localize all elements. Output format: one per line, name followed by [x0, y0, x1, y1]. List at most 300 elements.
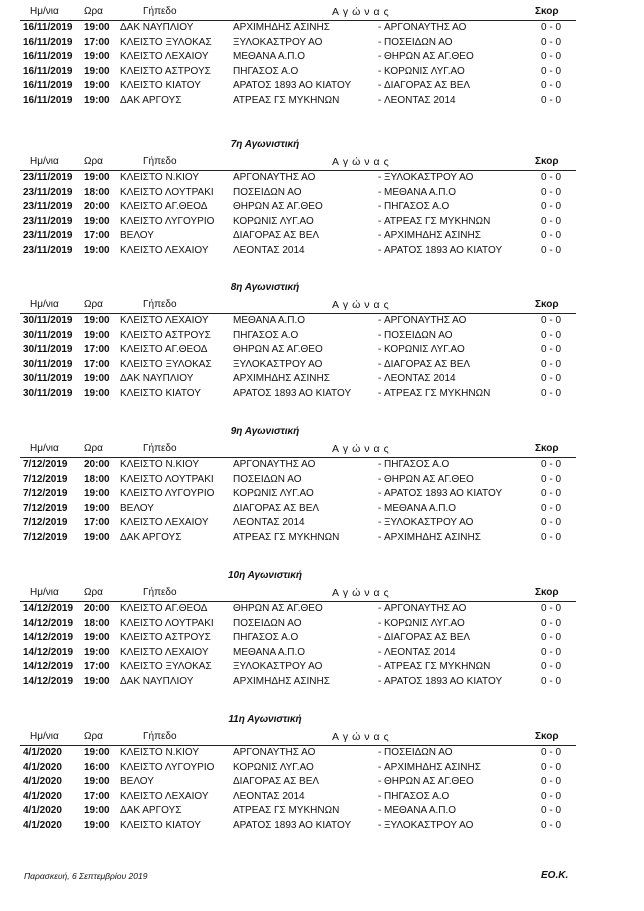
round-title: 7η Αγωνιστική	[230, 139, 300, 150]
match-home-team: ΔΙΑΓΟΡΑΣ ΑΣ ΒΕΛ	[233, 230, 320, 242]
match-score: 0 - 0	[541, 459, 562, 470]
match-home-team: ΑΡΓΟΝΑΥΤΗΣ ΑΟ	[233, 459, 316, 470]
match-away-team: ΞΥΛΟΚΑΣΤΡΟΥ ΑΟ	[384, 819, 474, 831]
match-date: 4/1/2020	[23, 747, 62, 758]
header-time: Ωρα	[84, 6, 103, 17]
match-venue: ΚΛΕΙΣΤΟ ΑΣΤΡΟΥΣ	[120, 632, 211, 644]
vs-dash: -	[378, 201, 382, 213]
table-row	[0, 186, 644, 201]
match-venue: ΔΑΚ ΝΑΥΠΛΙΟΥ	[120, 675, 194, 687]
match-time: 19:00	[84, 373, 110, 385]
table-row	[0, 21, 644, 36]
vs-dash: -	[378, 230, 382, 242]
match-date: 14/12/2019	[23, 661, 74, 673]
header-venue: Γήπεδο	[143, 6, 177, 17]
match-venue: ΚΛΕΙΣΤΟ ΛΟΥΤΡΑΚΙ	[120, 617, 214, 629]
table-row	[0, 314, 644, 329]
match-home-team: ΑΡΧΙΜΗΔΗΣ ΑΣΙΝΗΣ	[233, 675, 330, 687]
match-rows	[0, 458, 644, 546]
vs-dash: -	[378, 172, 382, 183]
match-date: 14/12/2019	[23, 603, 74, 614]
match-date: 4/1/2020	[23, 790, 62, 802]
vs-dash: -	[378, 646, 382, 658]
match-away-team: ΜΕΘΑΝΑ Α.Π.Ο	[384, 186, 457, 198]
header-match: Αγώνας	[332, 6, 393, 18]
table-row	[0, 675, 644, 690]
table-row	[0, 617, 644, 632]
match-home-team: ΑΤΡΕΑΣ ΓΣ ΜΥΚΗΝΩΝ	[233, 94, 340, 106]
match-away-team: ΜΕΘΑΝΑ Α.Π.Ο	[384, 502, 457, 514]
match-score: 0 - 0	[541, 603, 562, 614]
match-score: 0 - 0	[541, 805, 562, 817]
match-home-team: ΠΟΣΕΙΔΩΝ ΑΟ	[233, 186, 302, 198]
vs-dash: -	[378, 36, 382, 48]
match-rows	[0, 602, 644, 690]
match-rows	[0, 746, 644, 834]
match-venue: ΚΛΕΙΣΤΟ ΑΣΤΡΟΥΣ	[120, 329, 211, 341]
match-time: 17:00	[84, 661, 110, 673]
header-score: Σκορ	[535, 156, 559, 167]
round-title: 11η Αγωνιστική	[228, 714, 302, 725]
match-home-team: ΘΗΡΩΝ ΑΣ ΑΓ.ΘΕΟ	[233, 344, 323, 356]
match-home-team: ΚΟΡΩΝΙΣ ΛΥΓ.ΑΟ	[233, 215, 314, 227]
match-away-team: ΑΡΧΙΜΗΔΗΣ ΑΣΙΝΗΣ	[384, 531, 481, 543]
header-score: Σκορ	[535, 6, 559, 17]
table-header	[0, 6, 644, 20]
footer-org: ΕΟ.Κ.	[541, 870, 569, 881]
header-score: Σκορ	[535, 731, 559, 742]
match-home-team: ΔΙΑΓΟΡΑΣ ΑΣ ΒΕΛ	[233, 776, 320, 788]
match-score: 0 - 0	[541, 51, 562, 63]
match-score: 0 - 0	[541, 329, 562, 341]
table-row	[0, 502, 644, 517]
table-row	[0, 761, 644, 776]
match-date: 16/11/2019	[23, 36, 73, 48]
match-home-team: ΑΡΓΟΝΑΥΤΗΣ ΑΟ	[233, 747, 316, 758]
header-score: Σκορ	[535, 299, 559, 310]
match-date: 4/1/2020	[23, 805, 62, 817]
match-date: 16/11/2019	[23, 94, 73, 106]
table-header	[0, 587, 644, 601]
match-time: 20:00	[84, 603, 110, 614]
match-away-team: ΚΟΡΩΝΙΣ ΛΥΓ.ΑΟ	[384, 617, 465, 629]
match-date: 23/11/2019	[23, 215, 73, 227]
table-row	[0, 200, 644, 215]
round-title: 8η Αγωνιστική	[230, 282, 300, 293]
match-venue: ΔΑΚ ΑΡΓΟΥΣ	[120, 805, 182, 817]
match-venue: ΚΛΕΙΣΤΟ ΚΙΑΤΟΥ	[120, 819, 201, 831]
match-home-team: ΔΙΑΓΟΡΑΣ ΑΣ ΒΕΛ	[233, 502, 320, 514]
match-time: 19:00	[84, 502, 110, 514]
match-score: 0 - 0	[541, 617, 562, 629]
match-score: 0 - 0	[541, 517, 562, 529]
match-time: 19:00	[84, 531, 110, 543]
match-away-team: ΠΗΓΑΣΟΣ Α.Ο	[384, 201, 450, 213]
header-score: Σκορ	[535, 587, 559, 598]
table-row	[0, 531, 644, 546]
match-date: 14/12/2019	[23, 617, 74, 629]
vs-dash: -	[378, 329, 382, 341]
header-venue: Γήπεδο	[143, 443, 177, 454]
header-match: Αγώνας	[332, 587, 393, 599]
vs-dash: -	[378, 358, 382, 370]
match-away-team: ΠΗΓΑΣΟΣ Α.Ο	[384, 790, 450, 802]
match-venue: ΚΛΕΙΣΤΟ ΛΥΓΟΥΡΙΟ	[120, 761, 215, 773]
match-score: 0 - 0	[541, 819, 562, 831]
table-row	[0, 746, 644, 761]
match-home-team: ΑΤΡΕΑΣ ΓΣ ΜΥΚΗΝΩΝ	[233, 805, 340, 817]
vs-dash: -	[378, 517, 382, 529]
table-row	[0, 358, 644, 373]
table-row	[0, 790, 644, 805]
header-time: Ωρα	[84, 731, 103, 742]
table-row	[0, 343, 644, 358]
match-venue: ΔΑΚ ΑΡΓΟΥΣ	[120, 94, 182, 106]
match-time: 17:00	[84, 230, 110, 242]
match-date: 23/11/2019	[23, 230, 73, 242]
match-score: 0 - 0	[541, 201, 562, 213]
vs-dash: -	[378, 473, 382, 485]
match-date: 30/11/2019	[23, 387, 73, 399]
match-venue: ΚΛΕΙΣΤΟ ΑΓ.ΘΕΟΔ	[120, 603, 208, 614]
match-venue: ΒΕΛΟΥ	[120, 776, 154, 788]
table-row	[0, 79, 644, 94]
match-score: 0 - 0	[541, 747, 562, 758]
match-score: 0 - 0	[541, 94, 562, 106]
match-away-team: ΑΡΑΤΟΣ 1893 ΑΟ ΚΙΑΤΟΥ	[384, 675, 503, 687]
match-away-team: ΑΡΓΟΝΑΥΤΗΣ ΑΟ	[384, 315, 467, 326]
match-date: 14/12/2019	[23, 646, 74, 658]
table-row	[0, 516, 644, 531]
vs-dash: -	[378, 790, 382, 802]
match-away-team: ΛΕΟΝΤΑΣ 2014	[384, 646, 456, 658]
match-away-team: ΔΙΑΓΟΡΑΣ ΑΣ ΒΕΛ	[384, 80, 471, 92]
match-time: 17:00	[84, 517, 110, 529]
match-home-team: ΑΡΑΤΟΣ 1893 ΑΟ ΚΙΑΤΟΥ	[233, 387, 352, 399]
match-time: 19:00	[84, 675, 110, 687]
match-score: 0 - 0	[541, 473, 562, 485]
match-venue: ΚΛΕΙΣΤΟ ΑΓ.ΘΕΟΔ	[120, 201, 208, 213]
header-match: Αγώνας	[332, 731, 393, 743]
match-venue: ΔΑΚ ΝΑΥΠΛΙΟΥ	[120, 22, 194, 33]
match-away-team: ΚΟΡΩΝΙΣ ΛΥΓ.ΑΟ	[384, 65, 465, 77]
table-row	[0, 775, 644, 790]
match-venue: ΚΛΕΙΣΤΟ Ν.ΚΙΟΥ	[120, 459, 200, 470]
match-score: 0 - 0	[541, 373, 562, 385]
match-away-team: ΘΗΡΩΝ ΑΣ ΑΓ.ΘΕΟ	[384, 473, 474, 485]
match-away-team: ΑΡΧΙΜΗΔΗΣ ΑΣΙΝΗΣ	[384, 761, 481, 773]
header-date: Ημ/νια	[30, 443, 59, 454]
match-venue: ΚΛΕΙΣΤΟ ΑΓ.ΘΕΟΔ	[120, 344, 208, 356]
table-row	[0, 804, 644, 819]
match-away-team: ΑΡΧΙΜΗΔΗΣ ΑΣΙΝΗΣ	[384, 230, 481, 242]
match-away-team: ΞΥΛΟΚΑΣΤΡΟΥ ΑΟ	[384, 517, 474, 529]
match-time: 17:00	[84, 790, 110, 802]
header-date: Ημ/νια	[30, 731, 59, 742]
header-date: Ημ/νια	[30, 587, 59, 598]
match-away-team: ΑΡΑΤΟΣ 1893 ΑΟ ΚΙΑΤΟΥ	[384, 488, 503, 500]
header-time: Ωρα	[84, 299, 103, 310]
match-rows	[0, 21, 644, 109]
match-score: 0 - 0	[541, 80, 562, 92]
match-venue: ΚΛΕΙΣΤΟ ΛΟΥΤΡΑΚΙ	[120, 186, 214, 198]
match-date: 4/1/2020	[23, 761, 62, 773]
match-home-team: ΠΟΣΕΙΔΩΝ ΑΟ	[233, 473, 302, 485]
match-score: 0 - 0	[541, 632, 562, 644]
round-title: 9η Αγωνιστική	[230, 426, 300, 437]
table-row	[0, 819, 644, 834]
vs-dash: -	[378, 776, 382, 788]
match-away-team: ΜΕΘΑΝΑ Α.Π.Ο	[384, 805, 457, 817]
match-date: 4/1/2020	[23, 819, 62, 831]
match-score: 0 - 0	[541, 65, 562, 77]
header-venue: Γήπεδο	[143, 156, 177, 167]
match-score: 0 - 0	[541, 531, 562, 543]
match-date: 30/11/2019	[23, 329, 73, 341]
match-away-team: ΑΤΡΕΑΣ ΓΣ ΜΥΚΗΝΩΝ	[384, 387, 491, 399]
match-time: 19:00	[84, 387, 110, 399]
table-row	[0, 244, 644, 259]
match-home-team: ΠΟΣΕΙΔΩΝ ΑΟ	[233, 617, 302, 629]
header-time: Ωρα	[84, 587, 103, 598]
header-date: Ημ/νια	[30, 156, 59, 167]
vs-dash: -	[378, 65, 382, 77]
vs-dash: -	[378, 805, 382, 817]
match-venue: ΒΕΛΟΥ	[120, 230, 154, 242]
match-home-team: ΠΗΓΑΣΟΣ Α.Ο	[233, 632, 299, 644]
match-rows	[0, 171, 644, 259]
match-venue: ΚΛΕΙΣΤΟ Ν.ΚΙΟΥ	[120, 747, 200, 758]
match-date: 14/12/2019	[23, 632, 74, 644]
match-score: 0 - 0	[541, 761, 562, 773]
vs-dash: -	[378, 215, 382, 227]
match-time: 19:00	[84, 94, 110, 106]
table-row	[0, 94, 644, 109]
vs-dash: -	[378, 80, 382, 92]
match-home-team: ΜΕΘΑΝΑ Α.Π.Ο	[233, 646, 306, 658]
match-date: 16/11/2019	[23, 80, 73, 92]
vs-dash: -	[378, 819, 382, 831]
match-venue: ΚΛΕΙΣΤΟ ΛΕΧΑΙΟΥ	[120, 244, 209, 256]
match-score: 0 - 0	[541, 36, 562, 48]
match-venue: ΒΕΛΟΥ	[120, 502, 154, 514]
vs-dash: -	[378, 373, 382, 385]
vs-dash: -	[378, 94, 382, 106]
table-header	[0, 156, 644, 170]
match-score: 0 - 0	[541, 790, 562, 802]
match-date: 14/12/2019	[23, 675, 74, 687]
vs-dash: -	[378, 51, 382, 63]
match-time: 19:00	[84, 80, 110, 92]
match-venue: ΚΛΕΙΣΤΟ ΛΕΧΑΙΟΥ	[120, 51, 209, 63]
match-home-team: ΜΕΘΑΝΑ Α.Π.Ο	[233, 315, 306, 326]
match-home-team: ΘΗΡΩΝ ΑΣ ΑΓ.ΘΕΟ	[233, 603, 323, 614]
match-venue: ΚΛΕΙΣΤΟ ΛΕΧΑΙΟΥ	[120, 790, 209, 802]
header-time: Ωρα	[84, 443, 103, 454]
table-row	[0, 229, 644, 244]
table-row	[0, 458, 644, 473]
match-away-team: ΞΥΛΟΚΑΣΤΡΟΥ ΑΟ	[384, 172, 474, 183]
vs-dash: -	[378, 661, 382, 673]
match-away-team: ΚΟΡΩΝΙΣ ΛΥΓ.ΑΟ	[384, 344, 465, 356]
match-time: 19:00	[84, 632, 110, 644]
match-time: 19:00	[84, 747, 110, 758]
match-rows	[0, 314, 644, 402]
table-row	[0, 372, 644, 387]
match-score: 0 - 0	[541, 186, 562, 198]
match-date: 30/11/2019	[23, 358, 73, 370]
match-venue: ΚΛΕΙΣΤΟ ΞΥΛΟΚΑΣ	[120, 358, 212, 370]
table-header	[0, 731, 644, 745]
match-date: 23/11/2019	[23, 186, 73, 198]
table-row	[0, 215, 644, 230]
vs-dash: -	[378, 617, 382, 629]
match-score: 0 - 0	[541, 488, 562, 500]
match-score: 0 - 0	[541, 502, 562, 514]
vs-dash: -	[378, 22, 382, 33]
match-date: 4/1/2020	[23, 776, 62, 788]
table-row	[0, 36, 644, 51]
match-time: 16:00	[84, 761, 110, 773]
match-score: 0 - 0	[541, 244, 562, 256]
match-score: 0 - 0	[541, 661, 562, 673]
match-date: 7/12/2019	[23, 502, 68, 514]
match-time: 19:00	[84, 488, 110, 500]
vs-dash: -	[378, 761, 382, 773]
match-date: 7/12/2019	[23, 517, 68, 529]
match-date: 30/11/2019	[23, 373, 73, 385]
match-time: 19:00	[84, 65, 110, 77]
match-away-team: ΛΕΟΝΤΑΣ 2014	[384, 94, 456, 106]
match-score: 0 - 0	[541, 344, 562, 356]
match-home-team: ΠΗΓΑΣΟΣ Α.Ο	[233, 65, 299, 77]
match-time: 18:00	[84, 186, 110, 198]
match-home-team: ΑΡΓΟΝΑΥΤΗΣ ΑΟ	[233, 172, 316, 183]
match-home-team: ΞΥΛΟΚΑΣΤΡΟΥ ΑΟ	[233, 36, 323, 48]
table-row	[0, 487, 644, 502]
match-time: 17:00	[84, 344, 110, 356]
match-home-team: ΞΥΛΟΚΑΣΤΡΟΥ ΑΟ	[233, 358, 323, 370]
match-time: 17:00	[84, 358, 110, 370]
header-venue: Γήπεδο	[143, 299, 177, 310]
footer-date: Παρασκευή, 6 Σεπτεμβρίου 2019	[24, 871, 148, 881]
match-time: 19:00	[84, 315, 110, 326]
table-row	[0, 602, 644, 617]
match-score: 0 - 0	[541, 387, 562, 399]
table-row	[0, 65, 644, 80]
match-time: 19:00	[84, 51, 110, 63]
match-time: 19:00	[84, 646, 110, 658]
vs-dash: -	[378, 186, 382, 198]
table-row	[0, 329, 644, 344]
vs-dash: -	[378, 502, 382, 514]
match-date: 23/11/2019	[23, 172, 73, 183]
match-home-team: ΚΟΡΩΝΙΣ ΛΥΓ.ΑΟ	[233, 761, 314, 773]
header-match: Αγώνας	[332, 299, 393, 311]
match-home-team: ΑΤΡΕΑΣ ΓΣ ΜΥΚΗΝΩΝ	[233, 531, 340, 543]
match-home-team: ΛΕΟΝΤΑΣ 2014	[233, 790, 305, 802]
vs-dash: -	[378, 675, 382, 687]
match-away-team: ΠΟΣΕΙΔΩΝ ΑΟ	[384, 36, 453, 48]
match-time: 17:00	[84, 36, 110, 48]
match-venue: ΚΛΕΙΣΤΟ Ν.ΚΙΟΥ	[120, 172, 200, 183]
match-date: 30/11/2019	[23, 344, 73, 356]
match-venue: ΔΑΚ ΑΡΓΟΥΣ	[120, 531, 182, 543]
match-date: 7/12/2019	[23, 488, 68, 500]
vs-dash: -	[378, 244, 382, 256]
match-home-team: ΛΕΟΝΤΑΣ 2014	[233, 244, 305, 256]
match-away-team: ΠΟΣΕΙΔΩΝ ΑΟ	[384, 329, 453, 341]
match-time: 19:00	[84, 22, 110, 33]
vs-dash: -	[378, 488, 382, 500]
match-away-team: ΔΙΑΓΟΡΑΣ ΑΣ ΒΕΛ	[384, 632, 471, 644]
match-score: 0 - 0	[541, 172, 562, 183]
match-time: 19:00	[84, 172, 110, 183]
header-time: Ωρα	[84, 156, 103, 167]
match-venue: ΚΛΕΙΣΤΟ ΛΕΧΑΙΟΥ	[120, 315, 209, 326]
match-away-team: ΘΗΡΩΝ ΑΣ ΑΓ.ΘΕΟ	[384, 776, 474, 788]
table-row	[0, 50, 644, 65]
match-time: 19:00	[84, 244, 110, 256]
match-away-team: ΑΤΡΕΑΣ ΓΣ ΜΥΚΗΝΩΝ	[384, 661, 491, 673]
match-away-team: ΑΡΑΤΟΣ 1893 ΑΟ ΚΙΑΤΟΥ	[384, 244, 503, 256]
match-time: 19:00	[84, 215, 110, 227]
table-row	[0, 473, 644, 488]
match-away-team: ΑΤΡΕΑΣ ΓΣ ΜΥΚΗΝΩΝ	[384, 215, 491, 227]
vs-dash: -	[378, 531, 382, 543]
match-score: 0 - 0	[541, 776, 562, 788]
match-away-team: ΛΕΟΝΤΑΣ 2014	[384, 373, 456, 385]
vs-dash: -	[378, 315, 382, 326]
match-score: 0 - 0	[541, 215, 562, 227]
header-match: Αγώνας	[332, 156, 393, 168]
match-time: 19:00	[84, 819, 110, 831]
match-time: 19:00	[84, 776, 110, 788]
match-date: 16/11/2019	[23, 51, 73, 63]
match-away-team: ΘΗΡΩΝ ΑΣ ΑΓ.ΘΕΟ	[384, 51, 474, 63]
match-venue: ΚΛΕΙΣΤΟ ΞΥΛΟΚΑΣ	[120, 36, 212, 48]
match-away-team: ΑΡΓΟΝΑΥΤΗΣ ΑΟ	[384, 603, 467, 614]
match-score: 0 - 0	[541, 22, 562, 33]
table-row	[0, 171, 644, 186]
match-time: 20:00	[84, 201, 110, 213]
match-home-team: ΑΡΑΤΟΣ 1893 ΑΟ ΚΙΑΤΟΥ	[233, 80, 352, 92]
match-date: 23/11/2019	[23, 201, 73, 213]
match-venue: ΚΛΕΙΣΤΟ ΚΙΑΤΟΥ	[120, 387, 201, 399]
table-row	[0, 660, 644, 675]
header-venue: Γήπεδο	[143, 587, 177, 598]
match-time: 19:00	[84, 329, 110, 341]
match-date: 7/12/2019	[23, 473, 68, 485]
vs-dash: -	[378, 344, 382, 356]
match-score: 0 - 0	[541, 675, 562, 687]
table-row	[0, 646, 644, 661]
match-score: 0 - 0	[541, 646, 562, 658]
match-home-team: ΜΕΘΑΝΑ Α.Π.Ο	[233, 51, 306, 63]
match-venue: ΚΛΕΙΣΤΟ ΛΕΧΑΙΟΥ	[120, 517, 209, 529]
match-time: 20:00	[84, 459, 110, 470]
match-venue: ΚΛΕΙΣΤΟ ΛΟΥΤΡΑΚΙ	[120, 473, 214, 485]
match-date: 16/11/2019	[23, 65, 73, 77]
match-date: 7/12/2019	[23, 531, 68, 543]
match-venue: ΚΛΕΙΣΤΟ ΛΕΧΑΙΟΥ	[120, 646, 209, 658]
match-venue: ΚΛΕΙΣΤΟ ΞΥΛΟΚΑΣ	[120, 661, 212, 673]
table-header	[0, 299, 644, 313]
match-time: 19:00	[84, 805, 110, 817]
vs-dash: -	[378, 603, 382, 614]
match-home-team: ΑΡΧΙΜΗΔΗΣ ΑΣΙΝΗΣ	[233, 22, 330, 33]
match-date: 30/11/2019	[23, 315, 73, 326]
